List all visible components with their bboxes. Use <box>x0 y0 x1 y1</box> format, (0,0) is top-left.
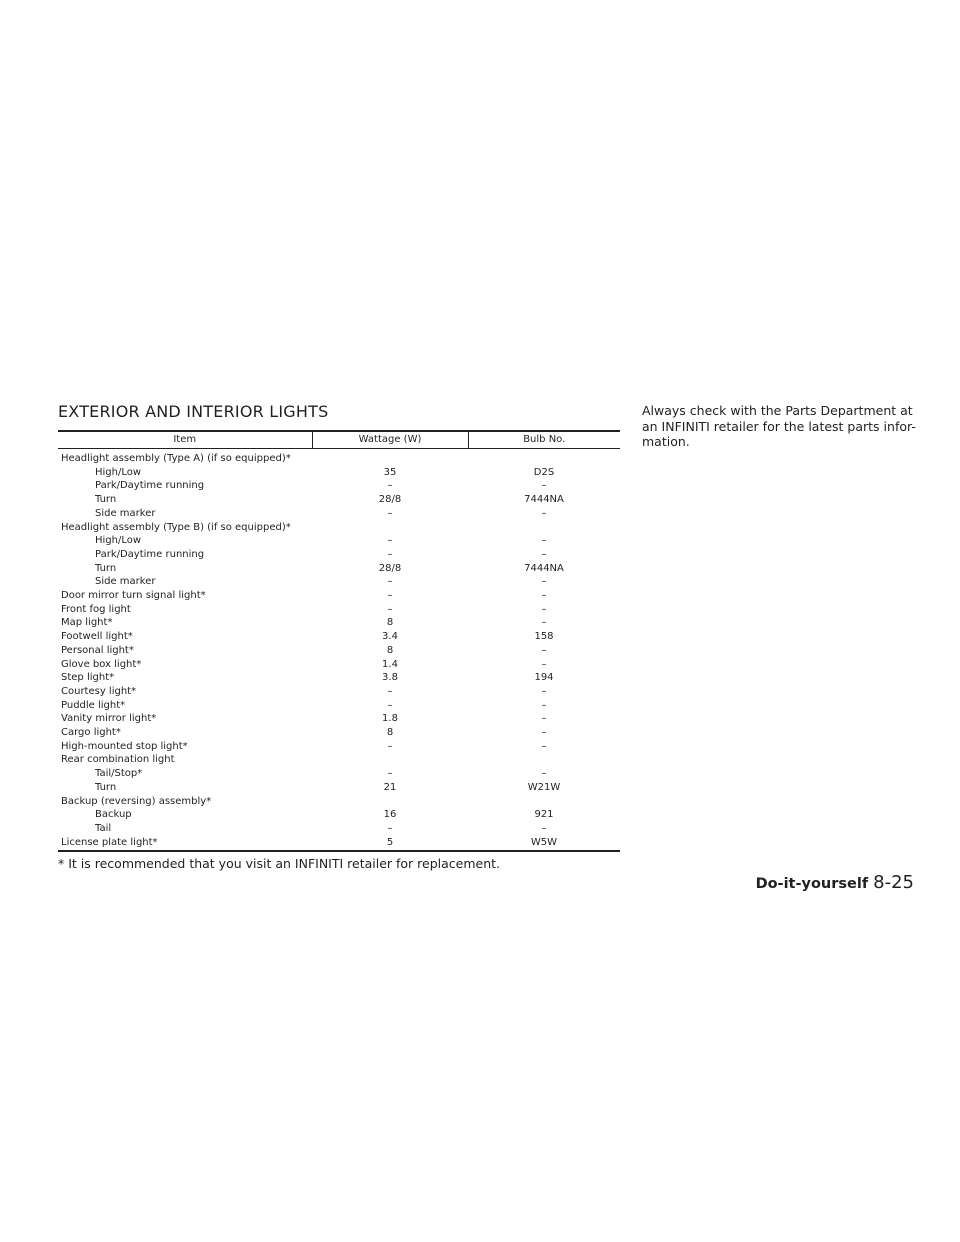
section-title: EXTERIOR AND INTERIOR LIGHTS <box>58 402 329 421</box>
wattage-cell: – <box>387 548 393 560</box>
table-row <box>58 562 620 576</box>
table-row <box>58 658 620 672</box>
wattage-cell: 3.8 <box>382 672 398 684</box>
item-cell: Turn <box>95 562 117 574</box>
table-row <box>58 534 620 548</box>
table-row <box>58 822 620 836</box>
parts-department-note: Always check with the Parts Department at an INFINITI retailer for the latest parts infor-mation. <box>642 403 916 450</box>
bulb-number-cell: – <box>541 548 547 560</box>
item-cell: Headlight assembly (Type B) (if so equipped)* <box>61 521 291 533</box>
table-row <box>58 521 620 535</box>
item-cell: Door mirror turn signal light* <box>61 590 206 602</box>
item-cell: Side marker <box>95 576 156 588</box>
table-header-row <box>58 431 620 449</box>
bulb-number-cell <box>468 521 620 535</box>
wattage-cell: 8 <box>386 617 394 629</box>
wattage-cell: – <box>387 603 393 615</box>
item-cell: High/Low <box>95 535 142 547</box>
item-cell: Side marker <box>95 507 156 519</box>
bulb-number-cell: – <box>541 768 547 780</box>
bulb-number-cell: 158 <box>534 631 554 643</box>
wattage-cell <box>312 753 468 767</box>
footer-section-title: Do-it-yourself <box>755 876 869 892</box>
bulb-number-cell: 7444NA <box>524 562 564 574</box>
item-cell: Vanity mirror light* <box>61 713 157 725</box>
item-cell: Backup <box>95 809 132 821</box>
bulb-number-cell: – <box>541 480 547 492</box>
bulb-number-cell: 921 <box>534 809 554 821</box>
item-cell: Glove box light* <box>61 658 142 670</box>
table-row <box>58 671 620 685</box>
table-row <box>58 507 620 521</box>
wattage-cell: – <box>387 685 393 697</box>
bulb-number-cell: – <box>541 507 547 519</box>
table-row <box>58 479 620 493</box>
bulb-number-cell: – <box>541 576 547 588</box>
bulb-number-cell <box>468 795 620 809</box>
item-cell: Map light* <box>61 617 113 629</box>
bulb-number-cell: W21W <box>527 781 561 793</box>
wattage-cell: 8 <box>386 644 394 656</box>
wattage-cell <box>312 521 468 535</box>
item-cell: Turn <box>95 781 117 793</box>
wattage-cell: – <box>387 740 393 752</box>
bulb-number-cell: – <box>541 603 547 615</box>
wattage-cell: – <box>387 590 393 602</box>
column-header-bulb-number: Bulb No. <box>468 431 620 449</box>
bulb-number-cell: – <box>541 535 547 547</box>
table-row <box>58 449 620 466</box>
table-row <box>58 630 620 644</box>
table-row <box>58 575 620 589</box>
bulb-number-cell: – <box>541 713 547 725</box>
wattage-cell: – <box>387 576 393 588</box>
wattage-cell: 16 <box>383 809 397 821</box>
item-cell: Step light* <box>61 672 115 684</box>
wattage-cell: – <box>387 480 393 492</box>
item-cell: Park/Daytime running <box>95 480 205 492</box>
wattage-cell: 1.4 <box>382 658 398 670</box>
wattage-cell: – <box>387 768 393 780</box>
wattage-cell: 1.8 <box>382 713 398 725</box>
table-row <box>58 836 620 852</box>
bulb-number-cell: – <box>541 699 547 711</box>
bulb-number-cell: 7444NA <box>524 494 564 506</box>
table-row <box>58 808 620 822</box>
item-cell: Personal light* <box>61 644 134 656</box>
table-row <box>58 753 620 767</box>
wattage-cell: 35 <box>383 466 397 478</box>
table-row <box>58 466 620 480</box>
table-row <box>58 685 620 699</box>
bulb-number-cell: – <box>541 727 547 739</box>
table-row <box>58 548 620 562</box>
wattage-cell: 5 <box>386 836 394 848</box>
item-cell: Courtesy light* <box>61 685 137 697</box>
table-row <box>58 589 620 603</box>
table-row <box>58 616 620 630</box>
footer-page-number: 8-25 <box>873 872 914 893</box>
item-cell: Puddle light* <box>61 699 126 711</box>
table-row <box>58 699 620 713</box>
item-cell: Tail <box>95 822 112 834</box>
wattage-cell <box>312 795 468 809</box>
item-cell: Turn <box>95 494 117 506</box>
item-cell: High/Low <box>95 466 142 478</box>
item-cell: Park/Daytime running <box>95 548 205 560</box>
bulb-number-cell: – <box>541 658 547 670</box>
table-row <box>58 726 620 740</box>
bulb-number-cell: D2S <box>533 466 555 478</box>
bulb-number-cell: – <box>541 685 547 697</box>
item-cell: Tail/Stop* <box>95 768 143 780</box>
bulb-number-cell: 194 <box>534 672 554 684</box>
wattage-cell: – <box>387 535 393 547</box>
column-header-wattage: Wattage (W) <box>312 431 468 449</box>
column-header-item: Item <box>58 431 312 449</box>
wattage-cell: 28/8 <box>378 562 402 574</box>
page-footer <box>756 872 914 893</box>
table-row <box>58 603 620 617</box>
item-cell: Footwell light* <box>61 631 133 643</box>
bulb-number-cell <box>468 449 620 466</box>
bulb-number-cell: – <box>541 590 547 602</box>
item-cell: License plate light* <box>61 836 158 848</box>
table-row <box>58 493 620 507</box>
item-cell: Front fog light <box>61 603 131 615</box>
table-row <box>58 767 620 781</box>
replacement-footnote: * It is recommended that you visit an INFINITI retailer for replacement. <box>58 856 501 871</box>
wattage-cell: 21 <box>383 781 397 793</box>
wattage-cell: – <box>387 822 393 834</box>
wattage-cell: – <box>387 699 393 711</box>
bulb-specification-table <box>58 430 620 852</box>
item-cell: Rear combination light <box>61 754 175 766</box>
item-cell: Cargo light* <box>61 727 121 739</box>
wattage-cell: – <box>387 507 393 519</box>
item-cell: Backup (reversing) assembly* <box>61 795 212 807</box>
bulb-number-cell: – <box>541 822 547 834</box>
bulb-number-cell: – <box>541 617 547 629</box>
table-row <box>58 644 620 658</box>
item-cell: High-mounted stop light* <box>61 740 188 752</box>
bulb-number-cell: – <box>541 740 547 752</box>
wattage-cell: 8 <box>386 727 394 739</box>
table-row <box>58 740 620 754</box>
wattage-cell: 28/8 <box>378 494 402 506</box>
wattage-cell <box>312 449 468 466</box>
table-row <box>58 781 620 795</box>
item-cell: Headlight assembly (Type A) (if so equipped)* <box>61 453 291 464</box>
table-row <box>58 795 620 809</box>
table-body <box>58 449 620 852</box>
bulb-number-cell: – <box>541 644 547 656</box>
table-row <box>58 712 620 726</box>
wattage-cell: 3.4 <box>382 631 398 643</box>
bulb-number-cell: W5W <box>530 836 558 848</box>
bulb-number-cell <box>468 753 620 767</box>
